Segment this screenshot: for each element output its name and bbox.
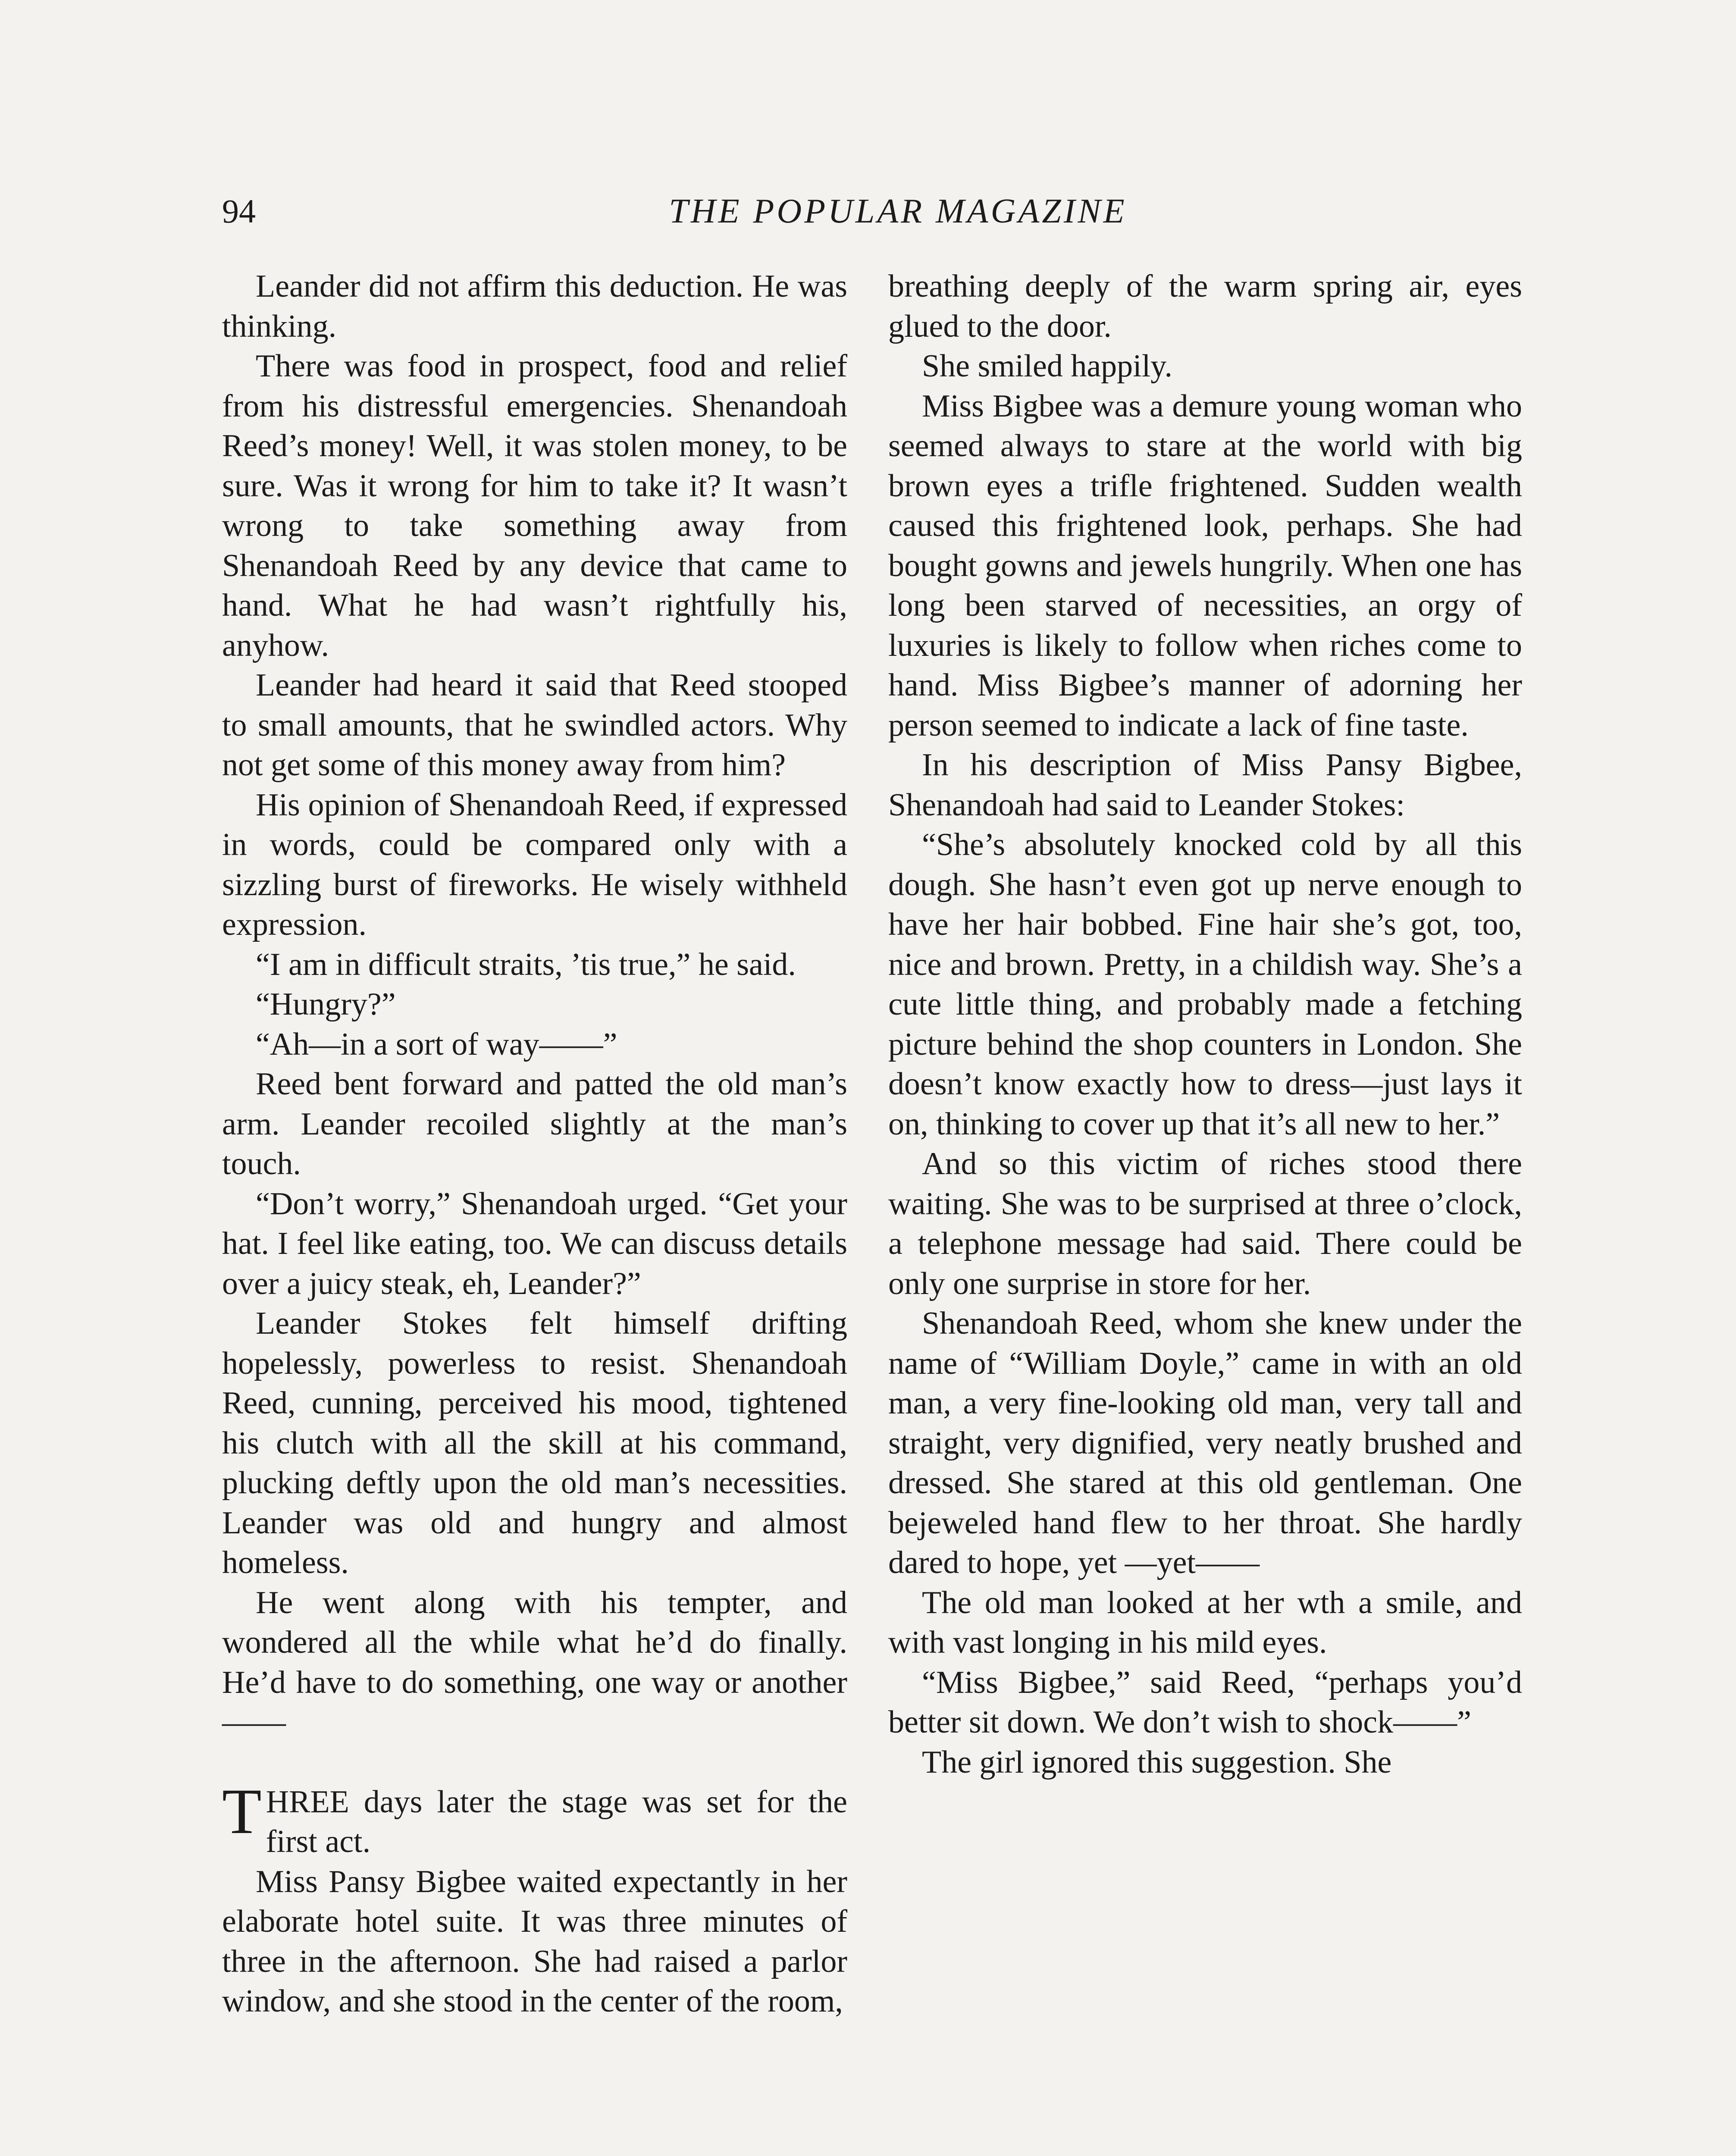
paragraph: Miss Bigbee was a demure young woman who seemed always to stare at the world with big brown eyes a trifle frightened. Sudden wealth caused this frightened look, perhaps. She had bought gowns and jewels hungrily. When one has long been starved of necessities, an orgy of luxuries is likely to follow when riches come to hand. Miss Bigbee’s manner of adorning her person seemed to indicate a lack of fine taste.	[888, 388, 1522, 743]
left-column	[222, 266, 847, 2021]
paragraph: He went along with his tempter, and wondered all the while what he’d do finally. He’d have to do something, one way or another——	[222, 1585, 847, 1740]
paragraph: Shenandoah Reed, whom she knew under the name of “William Doyle,” came in with an old man, a very fine-looking old man, very tall and straight, very dignified, very neatly brushed and dressed. She stared at this old gentleman. One bejeweled hand flew to her throat. She hardly dared to hope, yet —yet——	[888, 1306, 1522, 1580]
drop-cap: T	[222, 1775, 262, 1847]
running-title: THE POPULAR MAGAZINE	[669, 192, 1127, 230]
right-column	[888, 266, 1522, 1782]
paragraph: His opinion of Shenandoah Reed, if expressed in words, could be compared only with a sizzling burst of fireworks. He wisely withheld expression.	[222, 787, 847, 942]
paragraph: The girl ignored this suggestion. She	[922, 1744, 1392, 1780]
section-opening-paragraph	[222, 1775, 847, 1862]
paragraph: She smiled happily.	[922, 348, 1172, 384]
page-header	[222, 190, 1574, 241]
paragraph: Leander Stokes felt himself drifting hopelessly, powerless to resist. Shenandoah Reed, cunning, perceived his mood, tightened his clutch with all the skill at his command, plucking deftly upon the old man’s necessities. Leander was old and hungry and almost homeless.	[222, 1306, 847, 1580]
paragraph: “I am in difficult straits, ’tis true,” he said.	[256, 946, 796, 982]
paragraph: Leander had heard it said that Reed stooped to small amounts, that he swindled actors. Why not get some of this money away from him?	[222, 667, 847, 783]
continued-paragraph: breathing deeply of the warm spring air, eyes glued to the door.	[888, 269, 1522, 344]
paragraph: There was food in prospect, food and relief from his distressful emergencies. Shenandoah Reed’s money! Well, it was stolen money, to be sure. Was it wrong for him to take it? It wasn’t wrong to take something away from Shenandoah Reed by any device that came to hand. What he had wasn’t rightfully his, anyhow.	[222, 348, 847, 663]
paragraph: Reed bent forward and patted the old man’s arm. Leander recoiled slightly at the man’s touch.	[222, 1066, 847, 1181]
paragraph: “She’s absolutely knocked cold by all this dough. She hasn’t even got up nerve enough to have her hair bobbed. Fine hair she’s got, too, nice and brown. Pretty, in a childish way. She’s a cute little thing, and probably made a fetching picture behind the shop counters in London. She doesn’t know exactly how to dress—just lays it on, thinking to cover up that it’s all new to her.”	[888, 827, 1522, 1142]
paragraph: Leander did not affirm this deduction. He was thinking.	[222, 269, 847, 344]
paragraph: The old man looked at her wth a smile, and with vast longing in his mild eyes.	[888, 1585, 1522, 1660]
paragraph: “Hungry?”	[256, 987, 396, 1022]
paragraph: “Ah—in a sort of way——”	[256, 1026, 617, 1062]
paragraph: “Miss Bigbee,” said Reed, “perhaps you’d better sit down. We don’t wish to shock——”	[888, 1664, 1522, 1740]
paragraph: In his description of Miss Pansy Bigbee, Shenandoah had said to Leander Stokes:	[888, 747, 1522, 823]
paragraph: “Don’t worry,” Shenandoah urged. “Get your hat. I feel like eating, too. We can discuss details over a juicy steak, eh, Leander?”	[222, 1186, 847, 1301]
paragraph: Miss Pansy Bigbee waited expectantly in her elaborate hotel suite. It was three minutes of three in the afternoon. She had raised a parlor window, and she stood in the center of the room,	[222, 1864, 847, 2019]
paragraph: And so this victim of riches stood there waiting. She was to be surprised at three o’clock, a telephone message had said. There could be only one surprise in store for her.	[888, 1146, 1522, 1301]
section-opening-text: HREE days later the stage was set for the first act.	[266, 1784, 847, 1859]
page-number: 94	[222, 192, 256, 230]
